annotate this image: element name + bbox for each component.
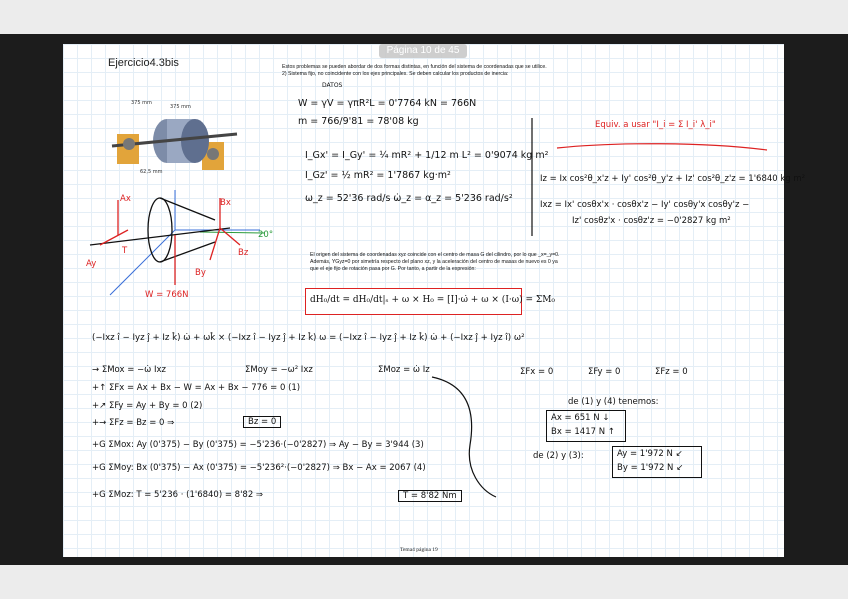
eq-2: +↗ ΣFy = Ay + By = 0 (2) [92, 401, 203, 411]
euler-formula: dH₀/dt = dH₀/dt|ₛ + ω × H₀ = [I]·ω̇ + ω × (I·ω) = ΣM₀ [310, 295, 556, 305]
eq-inertia-z: I_Gz' = ½ mR² = 1'7867 kg·m² [305, 170, 451, 181]
sum-fy-zero: ΣFy = 0 [588, 367, 621, 377]
result-box-ax-bx [546, 410, 626, 442]
dim-label-1: 375 mm [131, 100, 152, 106]
eq-3: +→ ΣFz = Bz = 0 ⇒ [92, 418, 175, 428]
eq-moment-x: +G ΣMox: Ay (0'375) − By (0'375) = −5'236·(−0'2827) ⇒ Ay − By = 3'944 (3) [92, 440, 424, 450]
equivalence-note: Equiv. a usar "I_i = Σ I_i' λ_i" [595, 120, 716, 130]
red-underline [555, 140, 770, 154]
fbd-label-bx: Bx [220, 198, 231, 208]
page-footer: Tema4 página 19 [400, 547, 438, 553]
result-bx: Bx = 1417 N ↑ [551, 427, 615, 437]
fbd-label-t: T [122, 246, 128, 256]
eq-ixz-line2: Iz' cosθz'x · cosθz'z = −0'2827 kg m² [572, 216, 731, 226]
sum-mox: → ΣMox = −ω̇ Ixz [92, 365, 166, 375]
dim-label-3: 62,5 mm [140, 169, 163, 175]
main-equation: (−Ixz î − Iyz ĵ + Iz k̂) ω̇ + ωk̂ × (−Ixz î − Iyz ĵ + Iz k̂) ω = (−Ixz î − Iyz ĵ + Iz k̂) ω̇ + (−Ixz ĵ + Iyz î) ω² [92, 333, 525, 343]
brace-curve [430, 375, 500, 500]
eq-moment-z: +G ΣMoz: T = 5'236 · (1'6840) = 8'82 ⇒ [92, 490, 264, 500]
sum-fz-zero: ΣFz = 0 [655, 367, 688, 377]
sum-moy: ΣMoy = −ω² Ixz [245, 365, 313, 375]
eq-weight: W = γV = γπR²L = 0'7764 kN = 766N [298, 98, 477, 109]
fbd-label-angle: 20° [258, 230, 274, 240]
dim-label-2: 375 mm [170, 104, 191, 110]
sum-fx-zero: ΣFx = 0 [520, 367, 554, 377]
result-by: By = 1'972 N ↙ [617, 463, 684, 473]
page-number-badge: Página 10 de 45 [379, 44, 467, 58]
sum-moz: ΣMoz = ω̇ Iz [378, 365, 430, 375]
eq-angular-velocity: ω_z = 52'36 rad/s ω̇_z = α_z = 5'236 rad/s² [305, 193, 513, 204]
eq-mass: m = 766/9'81 = 78'08 kg [298, 116, 419, 127]
from-1-4-label: de (1) y (4) tenemos: [568, 397, 659, 407]
eq-inertia-xy: I_Gx' = I_Gy' = ¼ mR² + 1/12 m L² = 0'9074 kg m² [305, 150, 549, 161]
intro-line-1: Estos problemas se pueden abordar de dos formas distintas, en función del sistema de coordenadas que se utilice. [282, 64, 547, 70]
fbd-label-ax: Ax [120, 194, 131, 204]
eq-ixz-line1: Ixz = Ix' cosθx'x · cosθx'z − Iy' cosθy'x cosθy'z − [540, 200, 750, 210]
result-bz: Bz = 0 [243, 416, 281, 428]
viewer-top-bar [0, 0, 848, 34]
result-box-ay-by [612, 446, 702, 478]
divider-line [530, 118, 534, 236]
eq-moment-y: +G ΣMoy: Bx (0'375) − Ax (0'375) = −5'236²·(−0'2827) ⇒ Bx − Ax = 2067 (4) [92, 463, 426, 473]
euler-formula-box [305, 288, 556, 315]
viewer-bottom-bar [0, 565, 848, 599]
fbd-label-bz: Bz [238, 248, 249, 258]
result-torque: T = 8'82 Nm [398, 490, 462, 502]
datos-heading: DATOS [322, 82, 343, 89]
result-ax: Ax = 651 N ↓ [551, 413, 610, 423]
intro-line-2: 2) Sistema fijo, no coincidente con los ejes principales. Se deben calcular los productos de inercia: [282, 71, 509, 77]
exercise-title: Ejercicio4.3bis [108, 57, 179, 69]
intro-text [282, 64, 612, 78]
eq-iz: Iz = Ix cos²θ_x'z + Iy' cos²θ_y'z + Iz' cos²θ_z'z = 1'6840 kg m² [540, 174, 806, 184]
description-text: El origen del sistema de coordenadas xyz coincide con el centro de masa G del cilindro, por lo que _x=_y=0. Además, YGyz=0 por simetría respecto del plano xz, y la aceleración del centro de masas de nuevo es 0 ya que el eje fijo de rotación pasa por G. Por tanto, a partir de la expresión: [310, 252, 560, 272]
fbd-label-ay: Ay [86, 259, 97, 269]
eq-1: +↑ ΣFx = Ax + Bx − W = Ax + Bx − 776 = 0 (1) [92, 383, 301, 393]
result-ay: Ay = 1'972 N ↙ [617, 449, 683, 459]
from-2-3-label: de (2) y (3): [533, 451, 584, 461]
fbd-label-by: By [195, 268, 206, 278]
fbd-label-w: W = 766N [145, 290, 189, 300]
